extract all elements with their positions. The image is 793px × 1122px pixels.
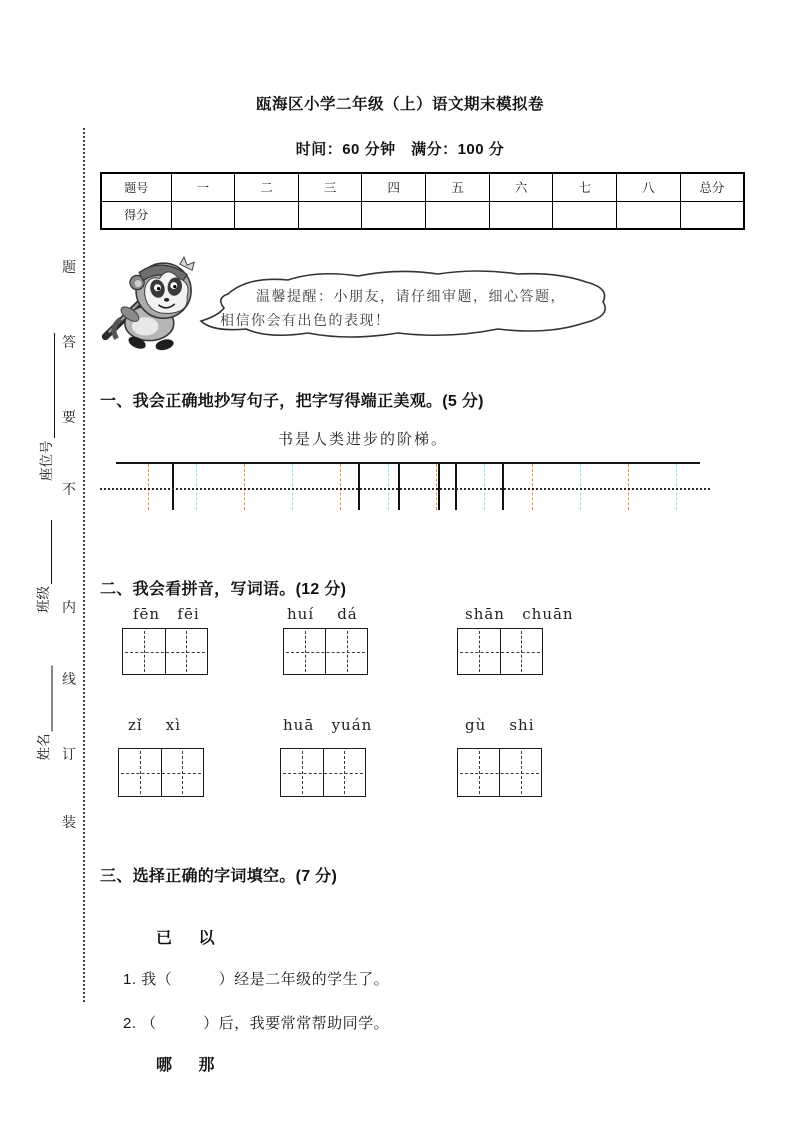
binding-char: 装: [62, 814, 76, 830]
tian-cell: [500, 749, 541, 796]
class-blank: [38, 520, 52, 584]
name-field: [33, 636, 53, 761]
grid-dashed-line: [292, 464, 293, 510]
tian-grid-box: [457, 628, 543, 675]
name-label: 姓名: [36, 733, 52, 761]
pinyin-label: huí dá: [287, 605, 358, 623]
strip-dotted-midline: [100, 488, 710, 490]
score-table: [100, 172, 745, 230]
binding-char: 答: [62, 334, 76, 350]
grid-solid-line: [502, 464, 504, 510]
score-header-cell: 一: [171, 173, 235, 201]
score-cell: [171, 201, 235, 229]
score-cell: [489, 201, 553, 229]
pinyin-label: gù shi: [465, 716, 535, 734]
binding-char: 不: [62, 481, 76, 497]
tip-text-line2: 相信你会有出色的表现！: [220, 313, 391, 329]
name-blank: [39, 666, 53, 732]
seat-number-blank: [41, 334, 55, 439]
score-row-label: 得分: [101, 201, 171, 229]
grid-dashed-line: [676, 464, 677, 510]
tian-cell: [326, 629, 367, 674]
tian-grid-box: [280, 748, 366, 797]
class-label: 班级: [36, 586, 51, 613]
section-one-heading: 一、我会正确地抄写句子，把字写得端正美观。(5 分): [100, 393, 484, 410]
tian-cell: [281, 749, 324, 796]
score-header-cell: 八: [617, 173, 681, 201]
score-cell: [298, 201, 362, 229]
grid-dashed-line: [196, 464, 197, 510]
score-header-cell: 题号: [101, 173, 171, 201]
fill-blank-item: 1. 我（ ）经是二年级的学生了。: [123, 971, 390, 988]
score-cell: [426, 201, 490, 229]
score-header-cell: 六: [489, 173, 553, 201]
grid-solid-line: [455, 464, 457, 510]
choice-pair: 哪 那: [156, 1057, 217, 1074]
tian-grid-box: [122, 628, 208, 675]
grid-solid-line: [438, 464, 440, 510]
grid-solid-line: [172, 464, 174, 510]
speech-bubble: [198, 264, 616, 352]
binding-dotted-line: [83, 128, 85, 1002]
score-header-cell: 四: [362, 173, 426, 201]
score-cell: [617, 201, 681, 229]
score-table-header-row: [101, 173, 744, 201]
score-cell: [362, 201, 426, 229]
score-header-cell: 二: [235, 173, 299, 201]
tian-grid-box: [457, 748, 542, 797]
tian-grid-box: [283, 628, 368, 675]
grid-dashed-line: [532, 464, 533, 510]
tian-cell: [284, 629, 326, 674]
score-header-cell: 七: [553, 173, 617, 201]
tian-cell: [324, 749, 366, 796]
grid-dashed-line: [148, 464, 149, 510]
score-cell: [553, 201, 617, 229]
grid-solid-line: [358, 464, 360, 510]
section-two-heading: 二、我会看拼音，写词语。(12 分): [100, 581, 347, 598]
tian-cell: [501, 629, 543, 674]
section-three-heading: 三、选择正确的字词填空。(7 分): [100, 868, 338, 885]
grid-dashed-line: [436, 464, 437, 510]
seat-number-label: 座位号: [39, 440, 54, 481]
tian-grid-box: [118, 748, 204, 797]
score-cell: [235, 201, 299, 229]
binding-char: 题: [62, 259, 76, 275]
strip-top-line: [116, 462, 700, 464]
class-field: [32, 493, 52, 613]
page-title: 瓯海区小学二年级（上）语文期末模拟卷: [255, 96, 544, 113]
grid-dashed-line: [484, 464, 485, 510]
choice-pair: 已 以: [156, 930, 217, 947]
binding-char: 线: [62, 671, 76, 687]
tian-cell: [123, 629, 166, 674]
grid-solid-line: [398, 464, 400, 510]
fill-blank-item: 2. （ ）后，我要常常帮助同学。: [123, 1015, 390, 1032]
score-header-cell: 五: [426, 173, 490, 201]
tip-text-line1: 温馨提醒：小朋友，请仔细审题，细心答题，: [256, 289, 566, 305]
grid-dashed-line: [628, 464, 629, 510]
score-header-cell: 三: [298, 173, 362, 201]
grid-dashed-line: [580, 464, 581, 510]
grid-dashed-line: [244, 464, 245, 510]
grid-dashed-line: [388, 464, 389, 510]
handwriting-strip: [100, 462, 710, 510]
score-table-score-row: [101, 201, 744, 229]
tian-cell: [166, 629, 208, 674]
tian-cell: [162, 749, 204, 796]
exam-meta: 时间：60 分钟 满分：100 分: [295, 141, 505, 158]
binding-char: 要: [62, 409, 76, 425]
binding-char: 内: [62, 599, 76, 615]
grid-dashed-line: [340, 464, 341, 510]
copy-sentence: 书是人类进步的阶梯。: [278, 430, 449, 448]
tian-cell: [119, 749, 162, 796]
seat-number-field: [35, 311, 55, 481]
pinyin-label: zǐ xì: [128, 716, 182, 734]
binding-char: 订: [62, 746, 76, 762]
tian-cell: [458, 629, 501, 674]
pinyin-label: shān chuān: [465, 605, 574, 623]
pinyin-label: huā yuán: [283, 716, 373, 734]
tian-cell: [458, 749, 500, 796]
score-cell: [680, 201, 744, 229]
pinyin-label: fēn fēi: [133, 605, 200, 623]
score-header-cell: 总分: [680, 173, 744, 201]
